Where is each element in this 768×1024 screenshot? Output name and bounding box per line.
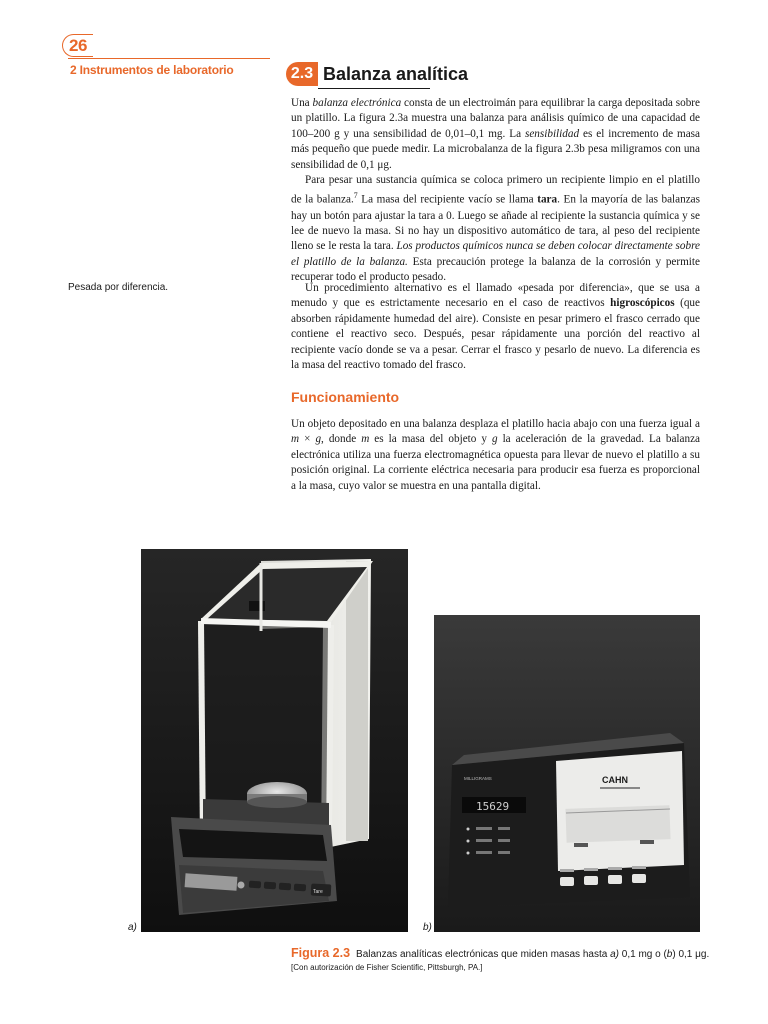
paragraph-tare: Para pesar una sustancia química se coloca primero un recipiente limpio en el platillo de la balanza.$^7$ La masa del recipiente vacío se llama tara. En la mayoría de las balanzas hay un botón para ajustar la tara a 0. Luego se añade al recipiente la sustancia química y se lee de nuevo la masa. Si no hay un dispositivo automático de tara, al peso del recipiente lleno se le resta la tara. Los productos químicos nunca se deben colocar directamente sobre el platillo de la balanza. Esta precaución protege la balanza de la corrosión y permite recuperar todo el producto pesado. <box>291 174 701 284</box>
subheading-operation: Funcionamiento <box>291 389 400 405</box>
page-number: 26 <box>62 34 93 57</box>
microbalance-readout: 15629 <box>476 800 510 813</box>
cahn-brand-text: CAHN <box>602 775 628 785</box>
figure-label-a: a) <box>128 922 137 933</box>
figure-number: Figura 2.3 <box>291 946 351 960</box>
figure-label-b: b) <box>423 922 432 933</box>
section-number: 2.3 <box>286 62 318 86</box>
figure-caption <box>291 946 709 960</box>
header-rule <box>68 58 270 59</box>
photo-analytical-balance <box>141 549 408 932</box>
photo-microbalance <box>434 615 700 932</box>
tare-key-label: Tare <box>313 889 323 895</box>
paragraph-weighing-by-difference: Un procedimiento alternativo es el llamado «pesada por diferencia», que se usa a menudo y que es estrictamente necesario en el caso de reactivos higroscópicos (que absorben rápidamente humedad del aire). Consiste en pesar primero el frasco cerrado que contiene el reactivo seco. Después, pesar rápidamente una porción del reactivo al recipiente vacío donde se va a pesar. Cerrar el frasco y pesarlo de nuevo. La diferencia es la masa del reactivo tomado del frasco. <box>291 282 700 372</box>
chapter-title: 2 Instrumentos de laboratorio <box>70 63 234 77</box>
analytical-balance-illustration <box>141 549 408 932</box>
margin-note: Pesada por diferencia. <box>68 282 169 293</box>
figure-caption-text: Balanzas analíticas electrónicas que miden masas hasta a) 0,1 mg o (b) 0,1 μg. <box>356 949 710 960</box>
paragraph-intro: Una balanza electrónica consta de un electroimán para equilibrar la carga depositada sobre un platillo. La figura 2.3a muestra una balanza para análisis químico de una capacidad de 100–200 g y una sensibilidad de 0,01–0,1 mg. La sensibilidad es el incremento de masa más pequeño que puede medir. La microbalanza de la figura 2.3b pesa miligramos con una sensibilidad de 0,1 μg. <box>291 97 701 171</box>
paragraph-operation: Un objeto depositado en una balanza desplaza el platillo hacia abajo con una fuerza igual a m × g, donde m es la masa del objeto y g la aceleración de la gravedad. La balanza electrónica utiliza una fuerza electromagnética opuesta para llevar de nuevo el platillo a su posición original. La corriente eléctrica necesaria para producir esa fuerza es proporcional a la masa, cuyo valor se muestra en una pantalla digital. <box>291 418 701 492</box>
section-rule <box>318 88 430 89</box>
section-title: Balanza analítica <box>323 64 469 84</box>
page-number-box <box>62 34 93 57</box>
units-label: MILLIGRAMS <box>464 776 492 781</box>
figure-credit: [Con autorización de Fisher Scientific, Pittsburgh, PA.] <box>291 963 483 972</box>
microbalance-illustration <box>434 615 700 932</box>
